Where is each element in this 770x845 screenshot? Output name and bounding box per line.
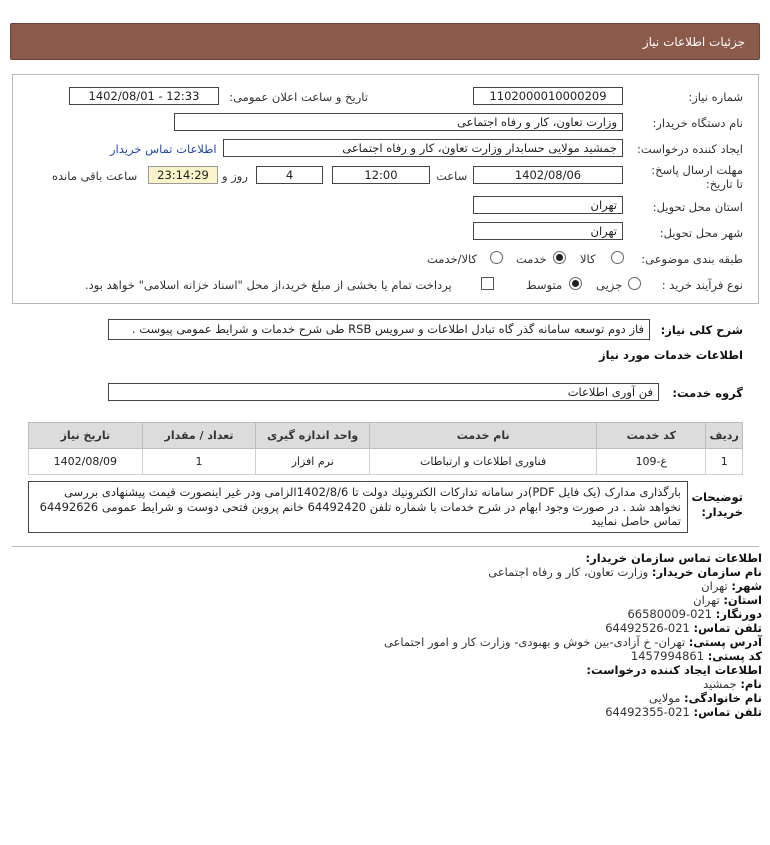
cell-row: 1 <box>706 449 743 475</box>
treasury-payment-note: پرداخت تمام یا بخشی از مبلغ خرید،از محل "اسناد خزانه اسلامی" خواهد بود. <box>85 278 452 292</box>
requester-phone-value: 021-64492355 <box>605 705 690 719</box>
contact-org-label: نام سازمان خریدار: <box>651 565 762 579</box>
contact-city-label: شهر: <box>731 579 762 593</box>
category-radio-goods-service[interactable] <box>490 251 503 264</box>
buyer-org-label: نام دستگاه خریدار: <box>652 116 743 130</box>
cell-need-date: 1402/08/09 <box>29 449 143 475</box>
cell-quantity: 1 <box>142 449 256 475</box>
contact-fax-row <box>22 607 762 621</box>
col-row: ردیف <box>706 423 743 449</box>
requester-name-row <box>22 677 762 691</box>
process-radio-minor[interactable] <box>628 277 641 290</box>
process-label: نوع فرآیند خرید : <box>661 278 743 292</box>
contact-address-label: آدرس پستی: <box>688 635 762 649</box>
treasury-payment-checkbox[interactable] <box>481 277 494 290</box>
contact-title-row <box>22 551 762 565</box>
process-option-medium: متوسط <box>526 278 563 292</box>
service-group-label: گروه خدمت: <box>672 386 743 400</box>
services-table-header <box>29 423 743 449</box>
page-header <box>10 23 760 60</box>
deadline-time-field: 12:00 <box>332 166 430 184</box>
col-service-name: نام خدمت <box>370 423 597 449</box>
contact-phone-row <box>22 621 762 635</box>
need-number-label: شماره نیاز: <box>688 90 743 104</box>
contact-address-value: تهران- خ آزادی-بین خوش و بهبودی- وزارت کار و امور اجتماعی <box>383 635 686 649</box>
col-need-date: تاریخ نیاز <box>29 423 143 449</box>
requester-family-row <box>22 691 762 705</box>
requester-title-row <box>22 663 762 677</box>
cell-service-name: فناوری اطلاعات و ارتباطات <box>370 449 597 475</box>
buyer-org-field: وزارت تعاون، کار و رفاه اجتماعی <box>174 113 623 131</box>
category-option-service: خدمت <box>516 252 547 266</box>
contact-postal-label: کد پستی: <box>707 649 762 663</box>
contact-fax-value: 021-66580009 <box>627 607 713 621</box>
city-field: تهران <box>473 222 623 240</box>
buyer-contact-link[interactable]: اطلاعات تماس خریدار <box>110 142 217 156</box>
category-radio-goods[interactable] <box>611 251 624 264</box>
process-radio-medium[interactable] <box>569 277 582 290</box>
contact-city-row <box>22 579 762 593</box>
table-row <box>29 449 743 475</box>
cell-service-code: غ-109 <box>597 449 706 475</box>
services-table <box>28 422 743 475</box>
deadline-label: مهلت ارسال پاسخ: تا تاریخ: <box>651 163 743 191</box>
category-option-goods: کالا <box>580 252 596 266</box>
contact-city-value: تهران <box>701 579 728 593</box>
service-group-field: فن آوری اطلاعات <box>108 383 659 401</box>
category-option-goods-service: کالا/خدمت <box>427 252 478 266</box>
city-label: شهر محل تحویل: <box>659 226 743 240</box>
days-label: روز و <box>222 169 248 183</box>
section-divider <box>12 546 759 547</box>
buyer-notes-label: توضیحات خریدار: <box>691 490 743 519</box>
col-service-code: کد خدمت <box>597 423 706 449</box>
requester-family-label: نام خانوادگی: <box>684 691 762 705</box>
contact-province-value: تهران <box>693 593 720 607</box>
creator-label: ایجاد کننده درخواست: <box>637 142 743 156</box>
time-label: ساعت <box>436 169 468 183</box>
creator-field: جمشید مولایی حسابدار وزارت تعاون، کار و رفاه اجتماعی <box>223 139 623 157</box>
province-field: تهران <box>473 196 623 214</box>
contact-phone-value: 021-64492526 <box>605 621 690 635</box>
contact-postal-value: 1457994861 <box>630 649 705 663</box>
category-label: طبقه بندی موضوعی: <box>641 252 743 266</box>
contact-address-row <box>22 635 762 649</box>
days-field: 4 <box>256 166 323 184</box>
province-label: استان محل تحویل: <box>652 200 743 214</box>
contact-postal-row <box>22 649 762 663</box>
remaining-label: ساعت باقی مانده <box>52 169 138 183</box>
contact-province-row <box>22 593 762 607</box>
contact-phone-label: تلفن تماس: <box>693 621 762 635</box>
category-radio-service[interactable] <box>553 251 566 264</box>
contact-org-row <box>22 565 762 579</box>
requester-name-value: جمشید <box>703 677 737 691</box>
buyer-contact-info <box>22 551 762 719</box>
col-quantity: تعداد / مقدار <box>142 423 256 449</box>
contact-fax-label: دورنگار: <box>715 607 762 621</box>
contact-org-value: وزارت تعاون، کار و رفاه اجتماعی <box>488 565 649 579</box>
summary-label: شرح کلی نیاز: <box>660 323 743 337</box>
buyer-notes-field: بارگذاری مدارک (یک فایل PDF)در سامانه تداركات الكترونيك دولت تا 1402/8/6الزامی ودر غیر اینصورت قیمت پیشنهادی بررسی نخواهد شد . در صورت وجود ابهام در شرح خدمات با شماره تلفن 64492420 خانم پروین فتحی دوست و شرایط عمومی 64492626 تماس حاصل نمایید <box>28 481 688 533</box>
announce-field: 1402/08/01 - 12:33 <box>69 87 219 105</box>
announce-label: تاریخ و ساعت اعلان عمومی: <box>229 90 368 104</box>
requester-phone-label: تلفن تماس: <box>693 705 762 719</box>
contact-province-label: استان: <box>723 593 762 607</box>
requester-name-label: نام: <box>740 677 762 691</box>
page-title: جزئیات اطلاعات نیاز <box>642 35 745 49</box>
need-number-field: 1102000010000209 <box>473 87 623 105</box>
col-unit: واحد اندازه گیری <box>256 423 370 449</box>
remaining-time-field: 23:14:29 <box>148 166 218 184</box>
cell-unit: نرم افزار <box>256 449 370 475</box>
requester-title: اطلاعات ایجاد کننده درخواست: <box>586 663 762 677</box>
services-section-title: اطلاعات خدمات مورد نیاز <box>599 348 743 362</box>
deadline-date-field: 1402/08/06 <box>473 166 623 184</box>
requester-family-value: مولایی <box>648 691 681 705</box>
requester-phone-row <box>22 705 762 719</box>
contact-title: اطلاعات تماس سازمان خریدار: <box>585 551 762 565</box>
summary-field: فاز دوم توسعه سامانه گذر گاه تبادل اطلاعات و سرویس RSB طی شرح خدمات و شرایط عمومی پیوست . <box>108 319 650 340</box>
process-option-minor: جزیی <box>596 278 623 292</box>
